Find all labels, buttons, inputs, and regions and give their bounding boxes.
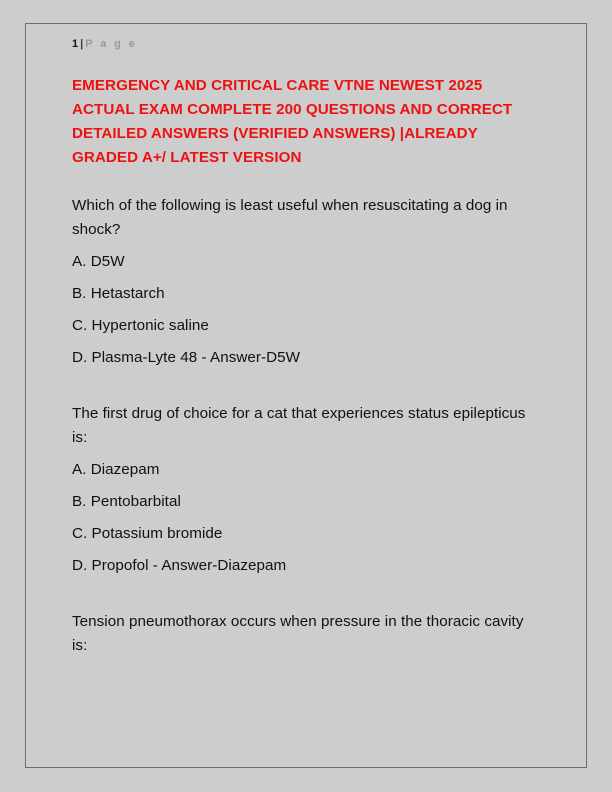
question-stem: Tension pneumothorax occurs when pressure in the thoracic cavity is: xyxy=(72,613,524,654)
question-stem: The first drug of choice for a cat that experiences status epilepticus is: xyxy=(72,405,526,446)
page-frame xyxy=(25,23,587,768)
question-option-a: A. D5W xyxy=(72,253,125,270)
page-header-separator: | xyxy=(80,38,84,50)
question-block-2 xyxy=(72,402,542,578)
question-option-c: C. Hypertonic saline xyxy=(72,317,209,334)
question-option-b: B. Pentobarbital xyxy=(72,493,181,510)
page-header-label: P a g e xyxy=(85,38,138,50)
question-option-d: D. Propofol - Answer-Diazepam xyxy=(72,557,287,574)
question-option-c: C. Potassium bromide xyxy=(72,525,223,542)
question-option-b: B. Hetastarch xyxy=(72,285,165,302)
question-gap-2 xyxy=(72,578,542,610)
question-option-d: D. Plasma-Lyte 48 - Answer-D5W xyxy=(72,349,300,366)
page-number: 1 xyxy=(72,38,79,50)
question-stem: Which of the following is least useful when resuscitating a dog in shock? xyxy=(72,197,508,238)
document-title: EMERGENCY AND CRITICAL CARE VTNE NEWEST 2025 ACTUAL EXAM COMPLETE 200 QUESTIONS AND CORRECT DETAILED ANSWERS (VERIFIED ANSWERS) |ALREADY GRADED A+/ LATEST VERSION xyxy=(72,77,513,166)
question-gap-1 xyxy=(72,370,542,402)
page-content xyxy=(72,36,542,658)
question-block-3 xyxy=(72,610,542,658)
question-option-a: A. Diazepam xyxy=(72,461,160,478)
title-body-spacer xyxy=(72,170,542,194)
page-header xyxy=(72,36,542,52)
question-block-1 xyxy=(72,194,542,370)
